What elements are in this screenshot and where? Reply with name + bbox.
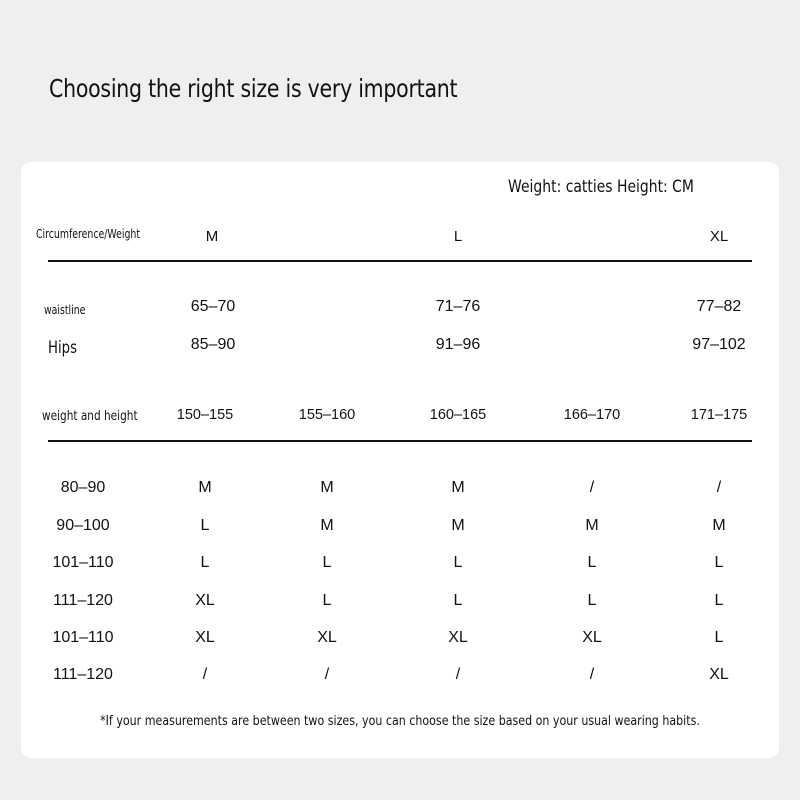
units-note: Weight: catties Height: CM — [508, 177, 694, 197]
size-cell: L — [587, 592, 597, 609]
size-cell: M — [712, 517, 726, 534]
size-cell: / — [589, 666, 595, 683]
measure-cell: 71–76 — [435, 298, 481, 315]
weight-label: 101–110 — [52, 554, 114, 571]
measure-cell: 77–82 — [696, 298, 742, 315]
size-cell: M — [451, 479, 465, 496]
size-cell: / — [455, 666, 461, 683]
measure-header-divider — [48, 260, 752, 262]
size-cell: M — [320, 479, 334, 496]
height-col-header: 155–160 — [298, 407, 356, 423]
weight-label: 111–120 — [53, 666, 113, 683]
height-col-header: 160–165 — [429, 407, 487, 423]
size-cell: XL — [195, 629, 215, 646]
size-cell: XL — [582, 629, 602, 646]
size-cell: L — [322, 592, 332, 609]
size-cell: XL — [709, 666, 729, 683]
footnote: *If your measurements are between two sizes, you can choose the size based on your usual wearing habits. — [100, 713, 700, 729]
measure-col-header: L — [453, 228, 463, 245]
size-cell: XL — [195, 592, 215, 609]
size-cell: / — [716, 479, 722, 496]
size-cell: M — [320, 517, 334, 534]
size-cell: L — [200, 517, 210, 534]
size-cell: M — [198, 479, 212, 496]
size-cell: / — [589, 479, 595, 496]
size-cell: L — [714, 554, 724, 571]
height-col-header: 166–170 — [563, 407, 621, 423]
size-cell: L — [587, 554, 597, 571]
weight-label: 80–90 — [60, 479, 106, 496]
size-cell: XL — [317, 629, 337, 646]
size-cell: L — [453, 554, 463, 571]
measure-cell: 97–102 — [692, 336, 746, 353]
size-cell: L — [453, 592, 463, 609]
size-cell: XL — [448, 629, 468, 646]
measure-cell: 85–90 — [190, 336, 236, 353]
measure-col-header: M — [205, 228, 219, 245]
weight-label: 111–120 — [53, 592, 113, 609]
weight-label: 101–110 — [52, 629, 114, 646]
measure-cell: 65–70 — [190, 298, 236, 315]
size-cell: M — [451, 517, 465, 534]
measure-col-header: XL — [709, 228, 729, 245]
size-cell: / — [324, 666, 330, 683]
size-cell: / — [202, 666, 208, 683]
height-col-header: 150–155 — [176, 407, 234, 423]
size-corner-label: weight and height — [42, 408, 138, 424]
measure-corner-label: Circumference/Weight — [36, 227, 141, 241]
size-chart-card — [21, 162, 779, 758]
height-col-header: 171–175 — [690, 407, 748, 423]
measure-row-label: Hips — [48, 338, 77, 358]
size-cell: L — [200, 554, 210, 571]
size-cell: L — [322, 554, 332, 571]
measure-row-label: waistline — [44, 303, 86, 317]
size-cell: M — [585, 517, 599, 534]
size-cell: L — [714, 592, 724, 609]
size-cell: L — [714, 629, 724, 646]
measure-cell: 91–96 — [435, 336, 481, 353]
size-header-divider — [48, 440, 752, 442]
weight-label: 90–100 — [56, 517, 110, 534]
page-title: Choosing the right size is very important — [49, 74, 458, 103]
